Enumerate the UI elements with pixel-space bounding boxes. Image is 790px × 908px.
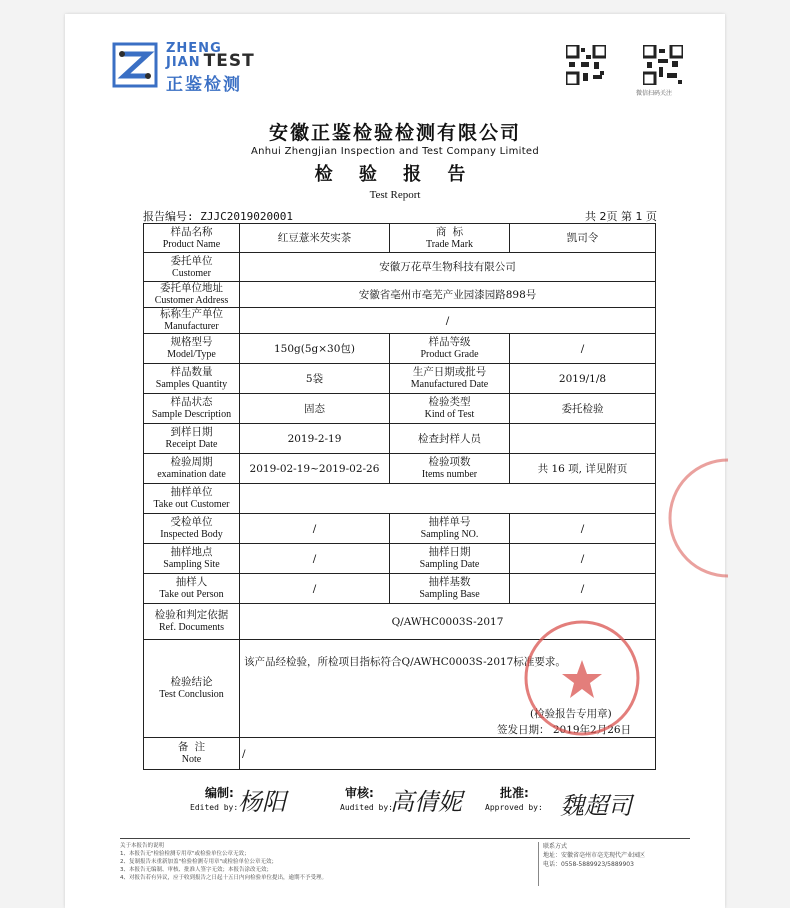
footer-notes xyxy=(120,842,530,882)
audited-signature: 高倩妮 xyxy=(390,788,462,816)
label-manufactured-date: 生产日期或批号 Manufactured Date xyxy=(390,364,510,394)
qr-code-icon xyxy=(566,45,606,85)
label-items-number: 检验项数 Items number xyxy=(390,454,510,484)
value-kind-of-test: 委托检验 xyxy=(510,394,656,424)
label-sampling-base: 抽样基数 Sampling Base xyxy=(390,574,510,604)
report-number: 报告编号: ZJJC2019020001 xyxy=(143,210,293,223)
footer-note-line: 4、对报告若有异议，应于收到报告之日起十五日内向检验单位提出，逾期不予受理。 xyxy=(120,875,328,881)
value-sealer xyxy=(510,424,656,454)
footer-contact-line: 电话：0558-5889923/5889903 xyxy=(543,861,634,868)
value-sampling-base: / xyxy=(510,574,656,604)
value-manufacturer: / xyxy=(240,308,656,334)
value-customer: 安徽万花草生物科技有限公司 xyxy=(240,253,656,282)
value-note: / xyxy=(240,738,656,770)
label-kind-of-test: 检验类型 Kind of Test xyxy=(390,394,510,424)
value-take-out-customer xyxy=(240,484,656,514)
conclusion-text: 该产品经检验，所检项目指标符合Q/AWHC0003S-2017标准要求。 xyxy=(244,656,566,668)
label-inspected-body: 受检单位 Inspected Body xyxy=(144,514,240,544)
official-seal-icon xyxy=(522,618,642,738)
value-samples-quantity: 5袋 xyxy=(240,364,390,394)
company-logo-icon xyxy=(112,42,158,88)
label-customer-address: 委托单位地址 Customer Address xyxy=(144,282,240,308)
label-trade-mark: 商 标 Trade Mark xyxy=(390,224,510,253)
stamp-note: (检验报告专用章) xyxy=(530,708,612,720)
label-receipt-date: 到样日期 Receipt Date xyxy=(144,424,240,454)
label-sampling-date: 抽样日期 Sampling Date xyxy=(390,544,510,574)
audited-label: 审核: xyxy=(345,786,374,800)
value-ref-documents: Q/AWHC0003S-2017 xyxy=(240,604,656,640)
approved-label: 批准: xyxy=(500,786,529,800)
label-sample-description: 样品状态 Sample Description xyxy=(144,394,240,424)
value-sampling-date: / xyxy=(510,544,656,574)
value-customer-address: 安徽省亳州市亳芜产业园漆园路898号 xyxy=(240,282,656,308)
label-sampling-site: 抽样地点 Sampling Site xyxy=(144,544,240,574)
approved-label-en: Approved by: xyxy=(485,803,543,812)
label-sampling-no: 抽样单号 Sampling NO. xyxy=(390,514,510,544)
label-take-out-customer: 抽样单位 Take out Customer xyxy=(144,484,240,514)
page-info: 共 2页 第 1 页 xyxy=(585,210,657,223)
label-product-grade: 样品等级 Product Grade xyxy=(390,334,510,364)
footer-contact xyxy=(538,842,693,886)
value-take-out-person: / xyxy=(240,574,390,604)
approved-signature: 魏超司 xyxy=(560,792,632,820)
footer-contact-title: 联系方式 xyxy=(543,843,568,850)
logo-text: ZHENG JIAN TEST xyxy=(166,41,255,71)
footer-notes-title: 关于本报告的说明 xyxy=(120,843,165,849)
qr-caption: 微信扫码关注 xyxy=(636,90,673,97)
label-exam-date: 检验周期 examination date xyxy=(144,454,240,484)
footer-note-line: 2、复制报告未重新加盖"检验检测专用章"或检验单位公章无效； xyxy=(120,859,278,865)
label-take-out-person: 抽样人 Take out Person xyxy=(144,574,240,604)
value-items-number: 共 16 项, 详见附页 xyxy=(510,454,656,484)
label-samples-quantity: 样品数量 Samples Quantity xyxy=(144,364,240,394)
issue-date: 签发日期： 2019年2月26日 xyxy=(497,724,632,736)
label-ref-documents: 检验和判定依据 Ref. Documents xyxy=(144,604,240,640)
company-name-en: Anhui Zhengjian Inspection and Test Company Limited xyxy=(250,146,540,157)
logo-cn-text: 正鉴检测 xyxy=(166,75,242,95)
footer-note-line: 3、本报告无编制、审核、批准人签字无效；本报告涂改无效； xyxy=(120,867,273,873)
label-model-type: 规格型号 Model/Type xyxy=(144,334,240,364)
edge-seal-icon xyxy=(668,458,728,578)
value-sampling-no: / xyxy=(510,514,656,544)
label-sealer: 检查封样人员 xyxy=(390,424,510,454)
report-title-cn: 检 验 报 告 xyxy=(314,164,476,185)
value-exam-date: 2019-02-19~2019-02-26 xyxy=(240,454,390,484)
label-note: 备 注 Note xyxy=(144,738,240,770)
label-customer: 委托单位 Customer xyxy=(144,253,240,282)
value-manufactured-date: 2019/1/8 xyxy=(510,364,656,394)
report-footer xyxy=(120,838,690,889)
report-title-en: Test Report xyxy=(369,189,421,201)
compiled-signature: 杨阳 xyxy=(238,788,286,816)
compiled-label-en: Edited by: xyxy=(190,803,239,812)
compiled-label: 编制: xyxy=(205,786,234,800)
footer-note-line: 1、本报告无"检验检测专用章"或检验单位公章无效； xyxy=(120,851,250,857)
value-sample-description: 固态 xyxy=(240,394,390,424)
audited-label-en: Audited by: xyxy=(340,803,393,812)
value-inspected-body: / xyxy=(240,514,390,544)
value-receipt-date: 2019-2-19 xyxy=(240,424,390,454)
qr-code-icon xyxy=(643,45,683,85)
label-conclusion: 检验结论 Test Conclusion xyxy=(144,640,240,738)
company-name-cn: 安徽正鉴检验检测有限公司 xyxy=(268,122,521,144)
value-sampling-site: / xyxy=(240,544,390,574)
value-model-type: 150g(5g×30包) xyxy=(240,334,390,364)
label-manufacturer: 标称生产单位 Manufacturer xyxy=(144,308,240,334)
value-product-name: 红豆薏米芡实茶 xyxy=(240,224,390,253)
label-product-name: 样品名称 Product Name xyxy=(144,224,240,253)
value-product-grade: / xyxy=(510,334,656,364)
value-trade-mark: 凯司令 xyxy=(510,224,656,253)
footer-contact-line: 地址：安徽省亳州市亳芜现代产业园区 xyxy=(543,852,646,859)
